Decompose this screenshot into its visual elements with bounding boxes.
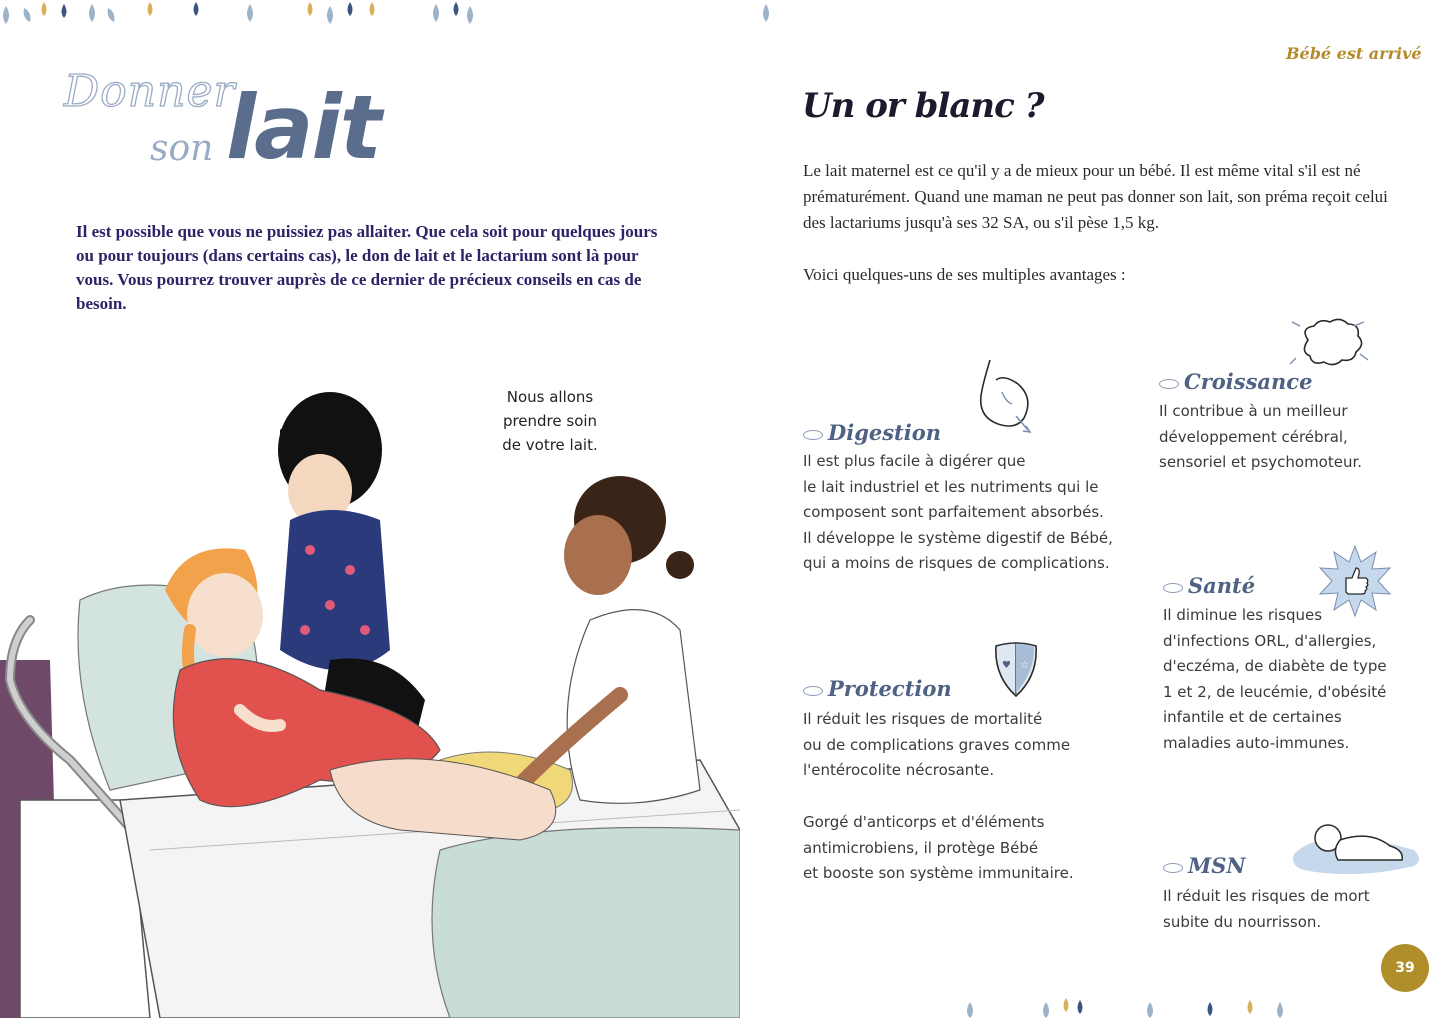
protection-text: Il réduit les risques de mortalité ou de complications graves comme l'entérocolite nécrosante. <box>803 710 1071 779</box>
bullet-arrow-icon <box>803 686 823 696</box>
sante-text: Il diminue les risques d'infections ORL, d'allergies, d'eczéma, de diabète de type 1 et 2, de leucémie, d'obésité infantile et de certaines maladies auto-immunes. <box>1163 606 1387 752</box>
bullet-arrow-icon <box>1163 863 1183 873</box>
section-title: Un or blanc ? <box>802 86 1044 126</box>
svg-text:♥: ♥ <box>1002 660 1011 671</box>
svg-text:☆: ☆ <box>1020 660 1029 671</box>
bullet-arrow-icon <box>1159 379 1179 389</box>
benefits-lead: Voici quelques-uns de ses multiples avantages : <box>803 265 1126 284</box>
bullet-arrow-icon <box>1163 583 1183 593</box>
intro-paragraph-right: Le lait maternel est ce qu'il y a de mieux pour un bébé. Il est même vital s'il est né prématurément. Quand une maman ne peut pas donner son lait, son préma reçoit celui des lactariums jusqu'à ses 32 SA, ou s'il pèse 1,5 kg. <box>803 161 1388 232</box>
running-head: Bébé est arrivé <box>1286 44 1422 63</box>
protection-text-2: Gorgé d'anticorps et d'éléments antimicrobiens, il protège Bébé et booste son système immunitaire. <box>803 813 1074 882</box>
speech-line-3: de votre lait. <box>502 436 598 454</box>
shield-icon <box>992 640 1040 698</box>
sante-heading: Santé <box>1163 573 1255 598</box>
protection-heading: Protection <box>803 676 952 701</box>
sleeping-baby-icon <box>1290 818 1426 876</box>
decorative-top-border <box>0 0 780 32</box>
stomach-icon <box>976 356 1040 436</box>
intro-paragraph: Il est possible que vous ne puissiez pas allaiter. Que cela soit pour quelques jours ou pour toujours (dans certains cas), le don de lait et le lactarium sont là pour vous. Vous pourrez trouver auprès de ce dernier de précieux conseils en cas de besoin. <box>76 222 658 313</box>
speech-line-1: Nous allons <box>506 388 594 406</box>
bullet-arrow-icon <box>803 430 823 440</box>
speech-line-2: prendre soin <box>502 412 598 430</box>
croissance-text: Il contribue à un meilleur développement cérébral, sensoriel et psychomoteur. <box>1159 402 1363 471</box>
title-word-lait: lait <box>226 76 380 179</box>
msn-heading: MSN <box>1163 853 1246 878</box>
speech-bubble <box>470 385 630 457</box>
page-number-badge: 39 <box>1381 944 1429 992</box>
msn-text: Il réduit les risques de mort subite du nourrisson. <box>1163 887 1370 931</box>
digestion-text: Il est plus facile à digérer que le lait industriel et les nutriments qui le composent sont parfaitement absorbés. Il développe le système digestif de Bébé, qui a moins de risques de complications. <box>803 452 1113 572</box>
decorative-bottom-border <box>950 996 1380 1018</box>
title-word-donner: Donner <box>64 66 236 117</box>
digestion-heading: Digestion <box>803 420 941 445</box>
title-word-son: son <box>150 128 214 169</box>
croissance-heading: Croissance <box>1159 369 1312 394</box>
